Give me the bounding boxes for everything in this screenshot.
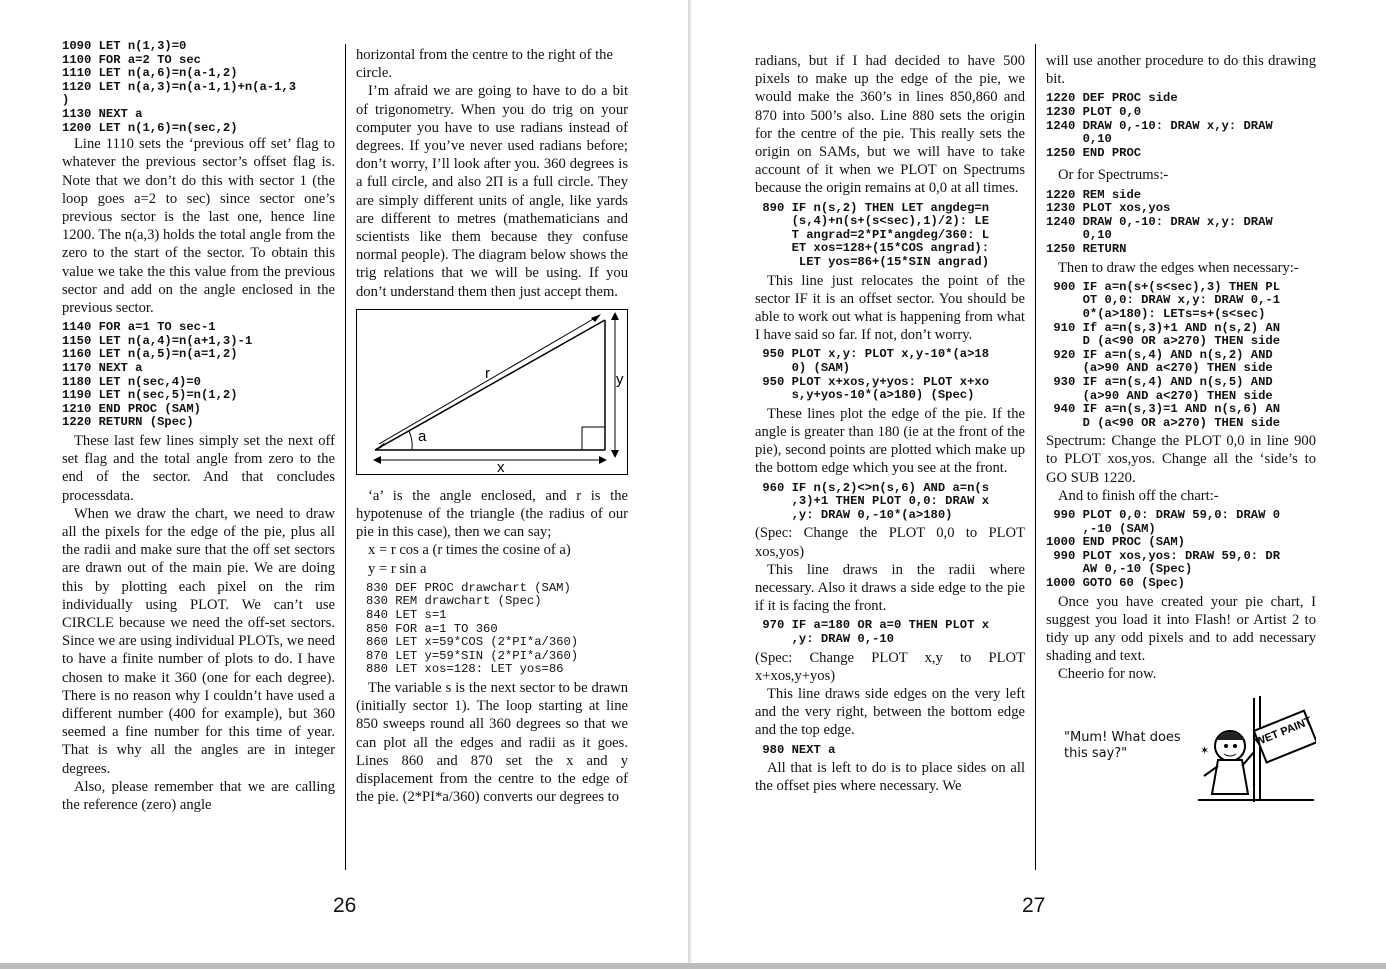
code-line: 1170 NEXT a	[62, 360, 143, 375]
right-page	[692, 0, 1386, 969]
trig-diagram	[356, 309, 628, 475]
code-line: 910 If a=n(s,3)+1 AND n(s,2) AN	[1046, 320, 1281, 335]
code-line: 0,10	[1046, 132, 1112, 147]
code-line: 900 IF a=n(s+(s<sec),3) THEN PL	[1046, 279, 1281, 294]
label-x: x	[497, 458, 505, 474]
x-arrowhead-right	[599, 456, 607, 464]
code-line: 0*(a>180): LETs=s+(s<sec)	[1046, 306, 1266, 321]
paragraph: Line 1110 sets the ‘previous off set’ flag to whatever the previous sector’s offset flag is. Note that we don’t do this with sector 1 (the loop goes a=2 to sec) since sector one’s previous sector is the last one, hence line 1200. The n(a,3) holds the total angle from the zero to the start of the sector. To obtain this value we take the this value from the previous sector and add on the angle enclosed in the previous sector.	[62, 136, 335, 316]
svg-text:✶: ✶	[1200, 744, 1210, 757]
label-a: a	[418, 427, 427, 445]
code-line: 830 DEF PROC drawchart (SAM)	[366, 580, 571, 595]
right-angle-marker	[582, 427, 605, 450]
code-line: ,y: DRAW 0,-10*(a>180)	[755, 507, 953, 522]
code-line: 1200 LET n(1,6)=n(sec,2)	[62, 120, 238, 135]
code-listing	[755, 348, 1025, 402]
y-arrowhead-top	[611, 312, 619, 320]
code-line: (a>90 AND a<270) THEN side	[1046, 388, 1273, 403]
paragraph: (Spec: Change the PLOT 0,0 to PLOT xos,yos)	[755, 525, 1025, 560]
code-line: 1110 LET n(a,6)=n(a-1,2)	[62, 66, 238, 81]
left-column-2	[356, 46, 628, 806]
paragraph: All that is left to do is to place sides on all the offset pies where necessary. We	[755, 760, 1025, 795]
code-listing	[755, 482, 1025, 523]
paragraph: These lines plot the edge of the pie. If the angle is greater than 180 (ie at the front of the pie), second points are plotted which make up the bottom edge which you see at the front.	[755, 405, 1025, 477]
paragraph: (Spec: Change PLOT x,y to PLOT x+xos,y+yos)	[755, 649, 1025, 684]
code-line: 1000 END PROC (SAM)	[1046, 535, 1185, 550]
code-line: 1000 GOTO 60 (Spec)	[1046, 576, 1185, 591]
paragraph: And to finish off the chart:-	[1058, 487, 1219, 504]
code-line: 840 LET s=1	[366, 608, 447, 623]
left-page	[0, 0, 690, 969]
paragraph: Also, please remember that we are calling the reference (zero) angle	[62, 778, 335, 813]
page-number: 26	[333, 894, 357, 917]
paragraph: ‘a’ is the angle enclosed, and r is the hypotenuse of the triangle (the radius of our pie in this case), then we can say;	[356, 487, 628, 541]
label-r: r	[485, 364, 490, 382]
code-line: 990 PLOT 0,0: DRAW 59,0: DRAW 0	[1046, 508, 1281, 523]
equation: x = r cos a (r times the cosine of a)	[368, 542, 571, 559]
triangle-figure	[357, 310, 627, 474]
hypotenuse-line	[375, 320, 605, 450]
code-listing	[62, 40, 335, 135]
code-line: )	[62, 93, 70, 108]
code-line: 830 REM drawchart (Spec)	[366, 594, 542, 609]
code-line: 0) (SAM)	[755, 361, 851, 375]
paragraph: These last few lines simply set the next off set flag and the total angle from zero to the end of the sector. And that concludes processdata.	[62, 432, 335, 504]
code-listing	[755, 202, 1025, 270]
code-line: 1240 DRAW 0,-10: DRAW x,y: DRAW	[1046, 214, 1273, 229]
code-line: 1180 LET n(sec,4)=0	[62, 374, 201, 389]
code-line: ,3)+1 THEN PLOT 0,0: DRAW x	[755, 494, 990, 509]
code-line: 1220 REM side	[1046, 187, 1142, 202]
code-line: 930 IF a=n(s,4) AND n(s,5) AND	[1046, 374, 1273, 389]
code-line: 960 IF n(s,2)<>n(s,6) AND a=n(s	[755, 480, 990, 495]
code-line: 1100 FOR a=2 TO sec	[62, 52, 201, 67]
code-line: 1210 END PROC (SAM)	[62, 401, 201, 416]
code-listing	[1046, 92, 1316, 160]
code-line: 970 IF a=180 OR a=0 THEN PLOT x	[755, 618, 990, 633]
code-line: 1140 FOR a=1 TO sec-1	[62, 320, 216, 335]
code-line: 920 IF a=n(s,4) AND n(s,2) AND	[1046, 347, 1273, 362]
code-line: 1220 DEF PROC side	[1046, 91, 1178, 106]
code-listing	[755, 744, 1025, 758]
code-line: 1220 RETURN (Spec)	[62, 415, 194, 430]
paragraph: This line just relocates the point of the sector IF it is an offset sector. You should be able to work out what is happening from what I have said so far. If not, don’t worry.	[755, 272, 1025, 344]
code-listing	[1046, 189, 1316, 257]
paragraph: When we draw the chart, we need to draw all the pixels for the edge of the pie, plus all the radii and make sure that the off set sectors are drawn out of the main pie. We are doing this by plotting each pixel on the rim individually using PLOT. We can’t use CIRCLE because we need the off-set sectors. Since we are using individual PLOTs, we need to have a finite number of plots to do. I have chosen to make it 360 (one for each degree). There is no reason why I couldn’t have used a different number (400 for example), but 360 seemed a fine number for this time of year. That is why all the angles are in integer degrees.	[62, 505, 335, 777]
paragraph: Once you have created your pie chart, I suggest you load it into Flash! or Artist 2 to tidy up any odd pixels and to add necessary shading and text.	[1046, 593, 1316, 665]
right-column-2	[1046, 52, 1316, 804]
code-line: 850 FOR a=1 TO 360	[366, 621, 498, 636]
code-line: 950 PLOT x,y: PLOT x,y-10*(a>18	[755, 347, 990, 362]
label-y: y	[616, 370, 624, 388]
equation: y = r sin a	[368, 560, 427, 577]
paragraph: radians, but if I had decided to have 500 pixels to make up the edge of the pie, we would make the 360’s in lines 850,860 and 870 into 500’s also. Line 880 sets the origin for the centre of the pie. This really sets the origin on SAMs, but we will have to take account of it when we PLOT on Spectrums because the origin remains at 0,0 at all times.	[755, 53, 1025, 197]
code-line: 1090 LET n(1,3)=0	[62, 39, 187, 53]
code-line: 1250 END PROC	[1046, 145, 1142, 160]
code-line: 1250 RETURN	[1046, 241, 1127, 256]
code-line: 940 IF a=n(s,3)=1 AND n(s,6) AN	[1046, 402, 1281, 417]
paragraph: Cheerio for now.	[1058, 666, 1157, 683]
wet-paint-cartoon-icon	[1196, 694, 1316, 806]
angle-arc	[409, 431, 412, 450]
code-line: 870 LET y=59*SIN (2*PI*a/360)	[366, 648, 579, 663]
paragraph: I’m afraid we are going to have to do a bit of trigonometry. When you do trig on your computer you have to use radians instead of degrees. If you’ve never used radians before; don’t worry, I’ll look after you. 360 degrees is a full circle, and also 2Π is a full circle. They are simply different units of angle, like yards are different to metres (mathematicians and scientists like them because they confuse normal people). The diagram below shows the trig relations that we will be using. If you don’t understand them then just accept them.	[356, 83, 628, 300]
code-line: 990 PLOT xos,yos: DRAW 59,0: DR	[1046, 548, 1281, 563]
x-arrowhead-left	[373, 456, 381, 464]
code-line: s,y+yos-10*(a>180) (Spec)	[755, 388, 975, 403]
code-line: 880 LET xos=128: LET yos=86	[366, 662, 564, 677]
left-column-1	[62, 40, 335, 814]
code-line: LET yos=86+(15*SIN angrad)	[755, 255, 990, 269]
code-line: D (a<90 OR a>270) THEN side	[1046, 334, 1281, 349]
code-line: 980 NEXT a	[755, 742, 836, 757]
paragraph: This line draws side edges on the very left and the very right, between the bottom edge and the top edge.	[755, 685, 1025, 739]
paragraph: Then to draw the edges when necessary:-	[1058, 259, 1299, 276]
code-line: ,-10 (SAM)	[1046, 521, 1156, 536]
code-listing	[62, 321, 335, 430]
y-arrowhead-bottom	[611, 450, 619, 458]
paragraph: Or for Spectrums:-	[1058, 167, 1169, 184]
code-line: 1230 PLOT xos,yos	[1046, 201, 1171, 216]
code-line: AW 0,-10 (Spec)	[1046, 562, 1193, 577]
code-line: 1120 LET n(a,3)=n(a-1,1)+n(a-1,3	[62, 79, 297, 94]
paragraph: Spectrum: Change the PLOT 0,0 in line 900 to PLOT xos,yos. Change all the ‘side’s to GO SUB 1220.	[1046, 433, 1316, 486]
code-listing	[755, 619, 1025, 646]
paragraph: This line draws in the radii where necessary. Also it draws a side edge to the pie if it is facing the front.	[755, 561, 1025, 615]
code-line: 1150 LET n(a,4)=n(a+1,3)-1	[62, 333, 253, 348]
right-column-1	[755, 52, 1025, 796]
code-line: T angrad=2*PI*angdeg/360: L	[755, 227, 990, 242]
code-line: OT 0,0: DRAW x,y: DRAW 0,-1	[1046, 293, 1281, 308]
paragraph: will use another procedure to do this drawing bit.	[1046, 53, 1316, 88]
bottom-shadow	[0, 963, 1386, 969]
wet-paint-sign: WET PAINT	[1253, 714, 1314, 749]
code-line: 890 IF n(s,2) THEN LET angdeg=n	[755, 200, 990, 215]
column-divider	[1035, 44, 1036, 870]
code-line: 1190 LET n(sec,5)=n(1,2)	[62, 388, 238, 403]
code-line: 950 PLOT x+xos,y+yos: PLOT x+xo	[755, 374, 990, 389]
cartoon-illustration	[1046, 694, 1316, 804]
code-line: D (a<90 OR a>270) THEN side	[1046, 415, 1281, 430]
paragraph: The variable s is the next sector to be drawn (initially sector 1). The loop starting at line 850 sweeps round all 360 degrees so that we can plot all the edges and radii as it goes. Lines 860 and 870 set the x and y displacement from the centre to the edge of the pie. (2*PI*a/360) converts our degrees to	[356, 680, 628, 806]
code-line: ,y: DRAW 0,-10	[755, 631, 894, 646]
cartoon-speech: "Mum! What does this say?"	[1064, 729, 1181, 761]
page-number: 27	[1022, 894, 1046, 917]
code-line: 1230 PLOT 0,0	[1046, 105, 1142, 119]
code-line: 1130 NEXT a	[62, 106, 143, 121]
code-listing	[1046, 509, 1316, 591]
paragraph: horizontal from the centre to the right of the circle.	[356, 47, 613, 82]
code-listing	[1046, 281, 1316, 431]
code-line: 0,10	[1046, 228, 1112, 243]
r-arrowhead	[591, 314, 601, 322]
column-divider	[345, 44, 346, 870]
code-line: 1240 DRAW 0,-10: DRAW x,y: DRAW	[1046, 118, 1273, 133]
code-line: (s,4)+n(s+(s<sec),1)/2): LE	[755, 214, 990, 229]
code-listing	[366, 582, 628, 677]
code-line: (a>90 AND a<270) THEN side	[1046, 361, 1273, 376]
code-line: 1160 LET n(a,5)=n(a=1,2)	[62, 347, 238, 362]
code-line: 860 LET x=59*COS (2*PI*a/360)	[366, 635, 579, 650]
code-line: ET xos=128+(15*COS angrad):	[755, 241, 990, 256]
